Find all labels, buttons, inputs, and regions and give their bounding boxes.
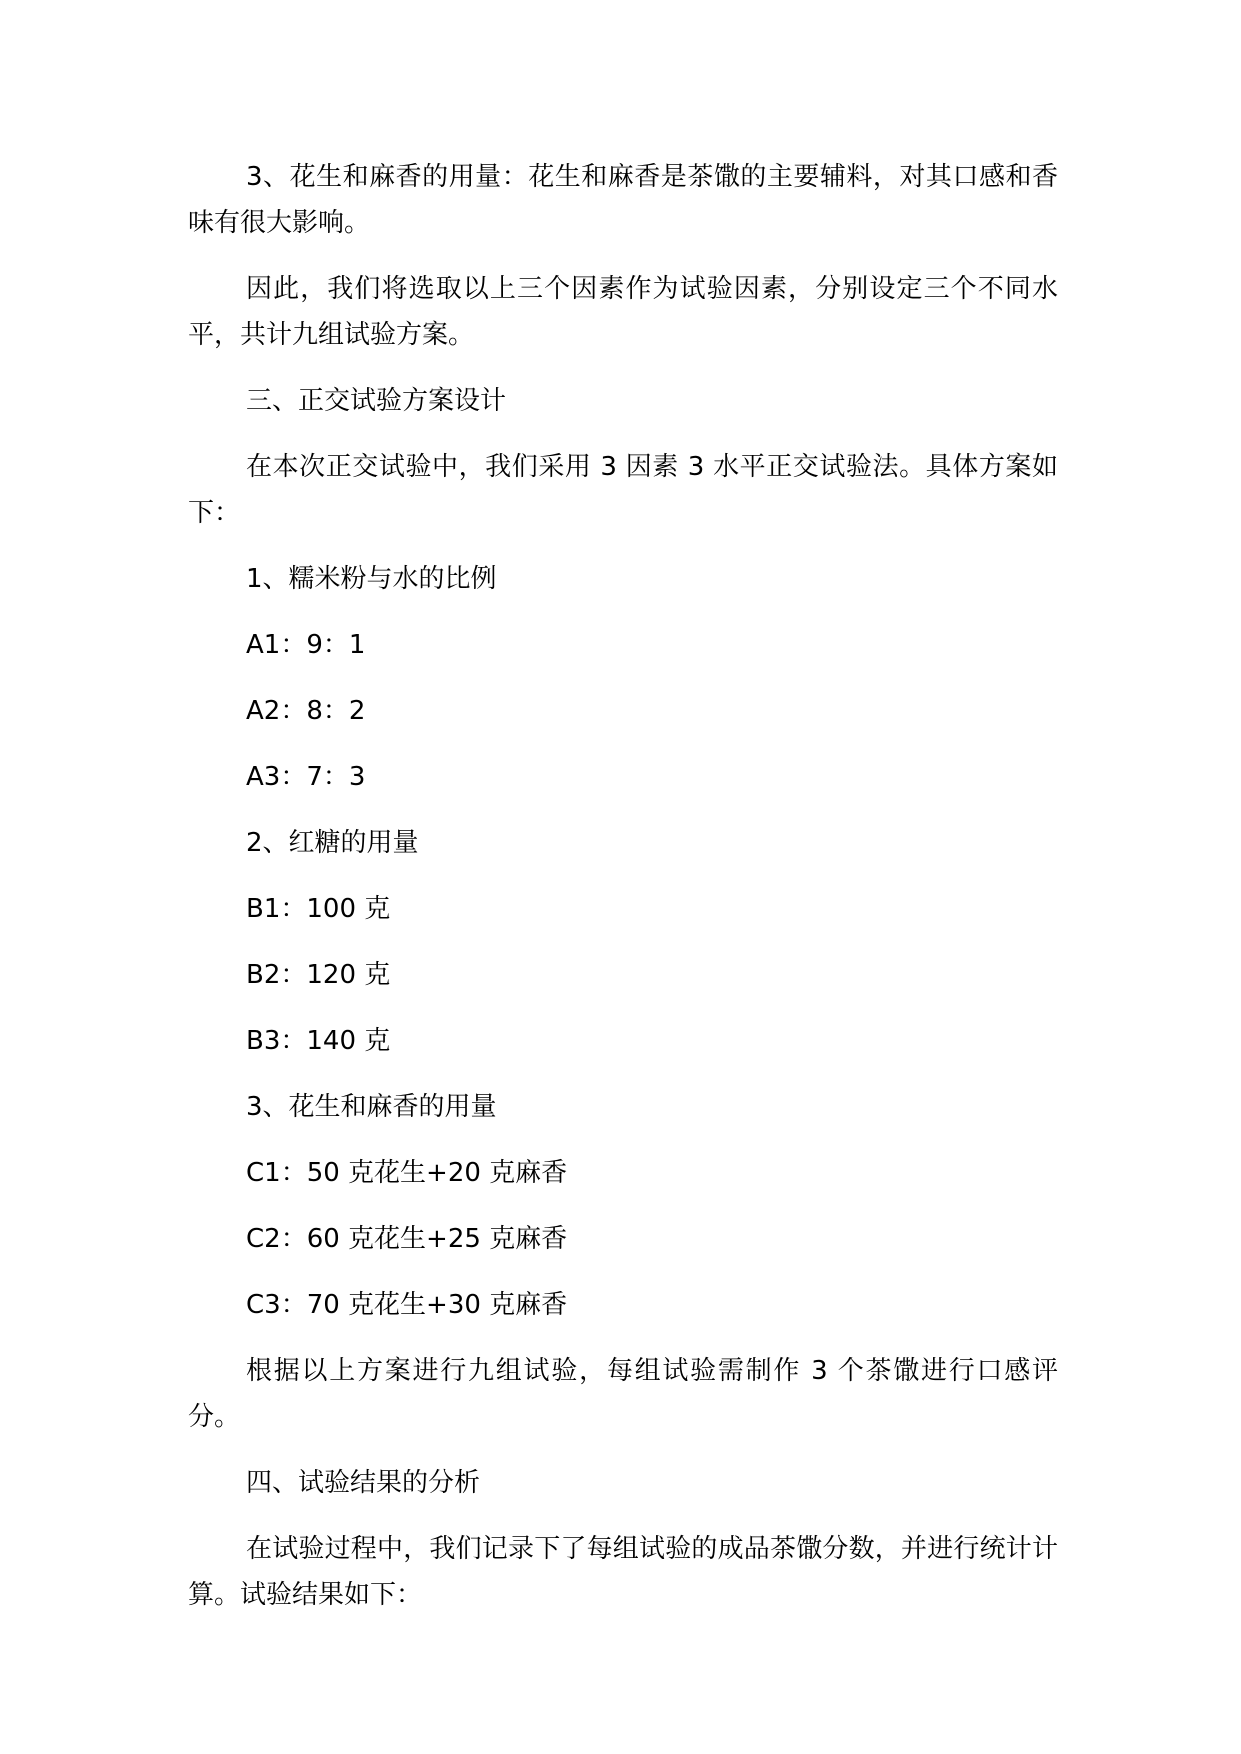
level-b2: B2：120 克 — [246, 960, 391, 990]
factor-a-heading: 1、糯米粉与水的比例 — [246, 564, 497, 594]
paragraph-peanut-sesame-usage: 3、花生和麻香的用量：花生和麻香是茶馓的主要辅料，对其口感和香味有很大影响。 — [188, 162, 1058, 238]
level-c1: C1：50 克花生+20 克麻香 — [246, 1158, 568, 1188]
paragraph-factor-selection: 因此，我们将选取以上三个因素作为试验因素，分别设定三个不同水平，共计九组试验方案。 — [188, 274, 1058, 350]
paragraph-results-intro: 在试验过程中，我们记录下了每组试验的成品茶馓分数，并进行统计计算。试验结果如下： — [188, 1534, 1058, 1610]
level-a2: A2：8：2 — [246, 696, 366, 726]
paragraph-design-method: 在本次正交试验中，我们采用 3 因素 3 水平正交试验法。具体方案如下： — [188, 452, 1058, 528]
paragraph-run-trials: 根据以上方案进行九组试验，每组试验需制作 3 个茶馓进行口感评分。 — [188, 1356, 1058, 1432]
level-b1: B1：100 克 — [246, 894, 391, 924]
level-b3: B3：140 克 — [246, 1026, 391, 1056]
level-c3: C3：70 克花生+30 克麻香 — [246, 1290, 568, 1320]
level-a1: A1：9：1 — [246, 630, 366, 660]
section-heading-result-analysis: 四、试验结果的分析 — [246, 1468, 481, 1498]
document-body — [188, 154, 1058, 1638]
level-a3: A3：7：3 — [246, 762, 366, 792]
factor-b-heading: 2、红糖的用量 — [246, 828, 419, 858]
section-heading-orthogonal-design: 三、正交试验方案设计 — [246, 386, 507, 416]
level-c2: C2：60 克花生+25 克麻香 — [246, 1224, 568, 1254]
factor-c-heading: 3、花生和麻香的用量 — [246, 1092, 497, 1122]
